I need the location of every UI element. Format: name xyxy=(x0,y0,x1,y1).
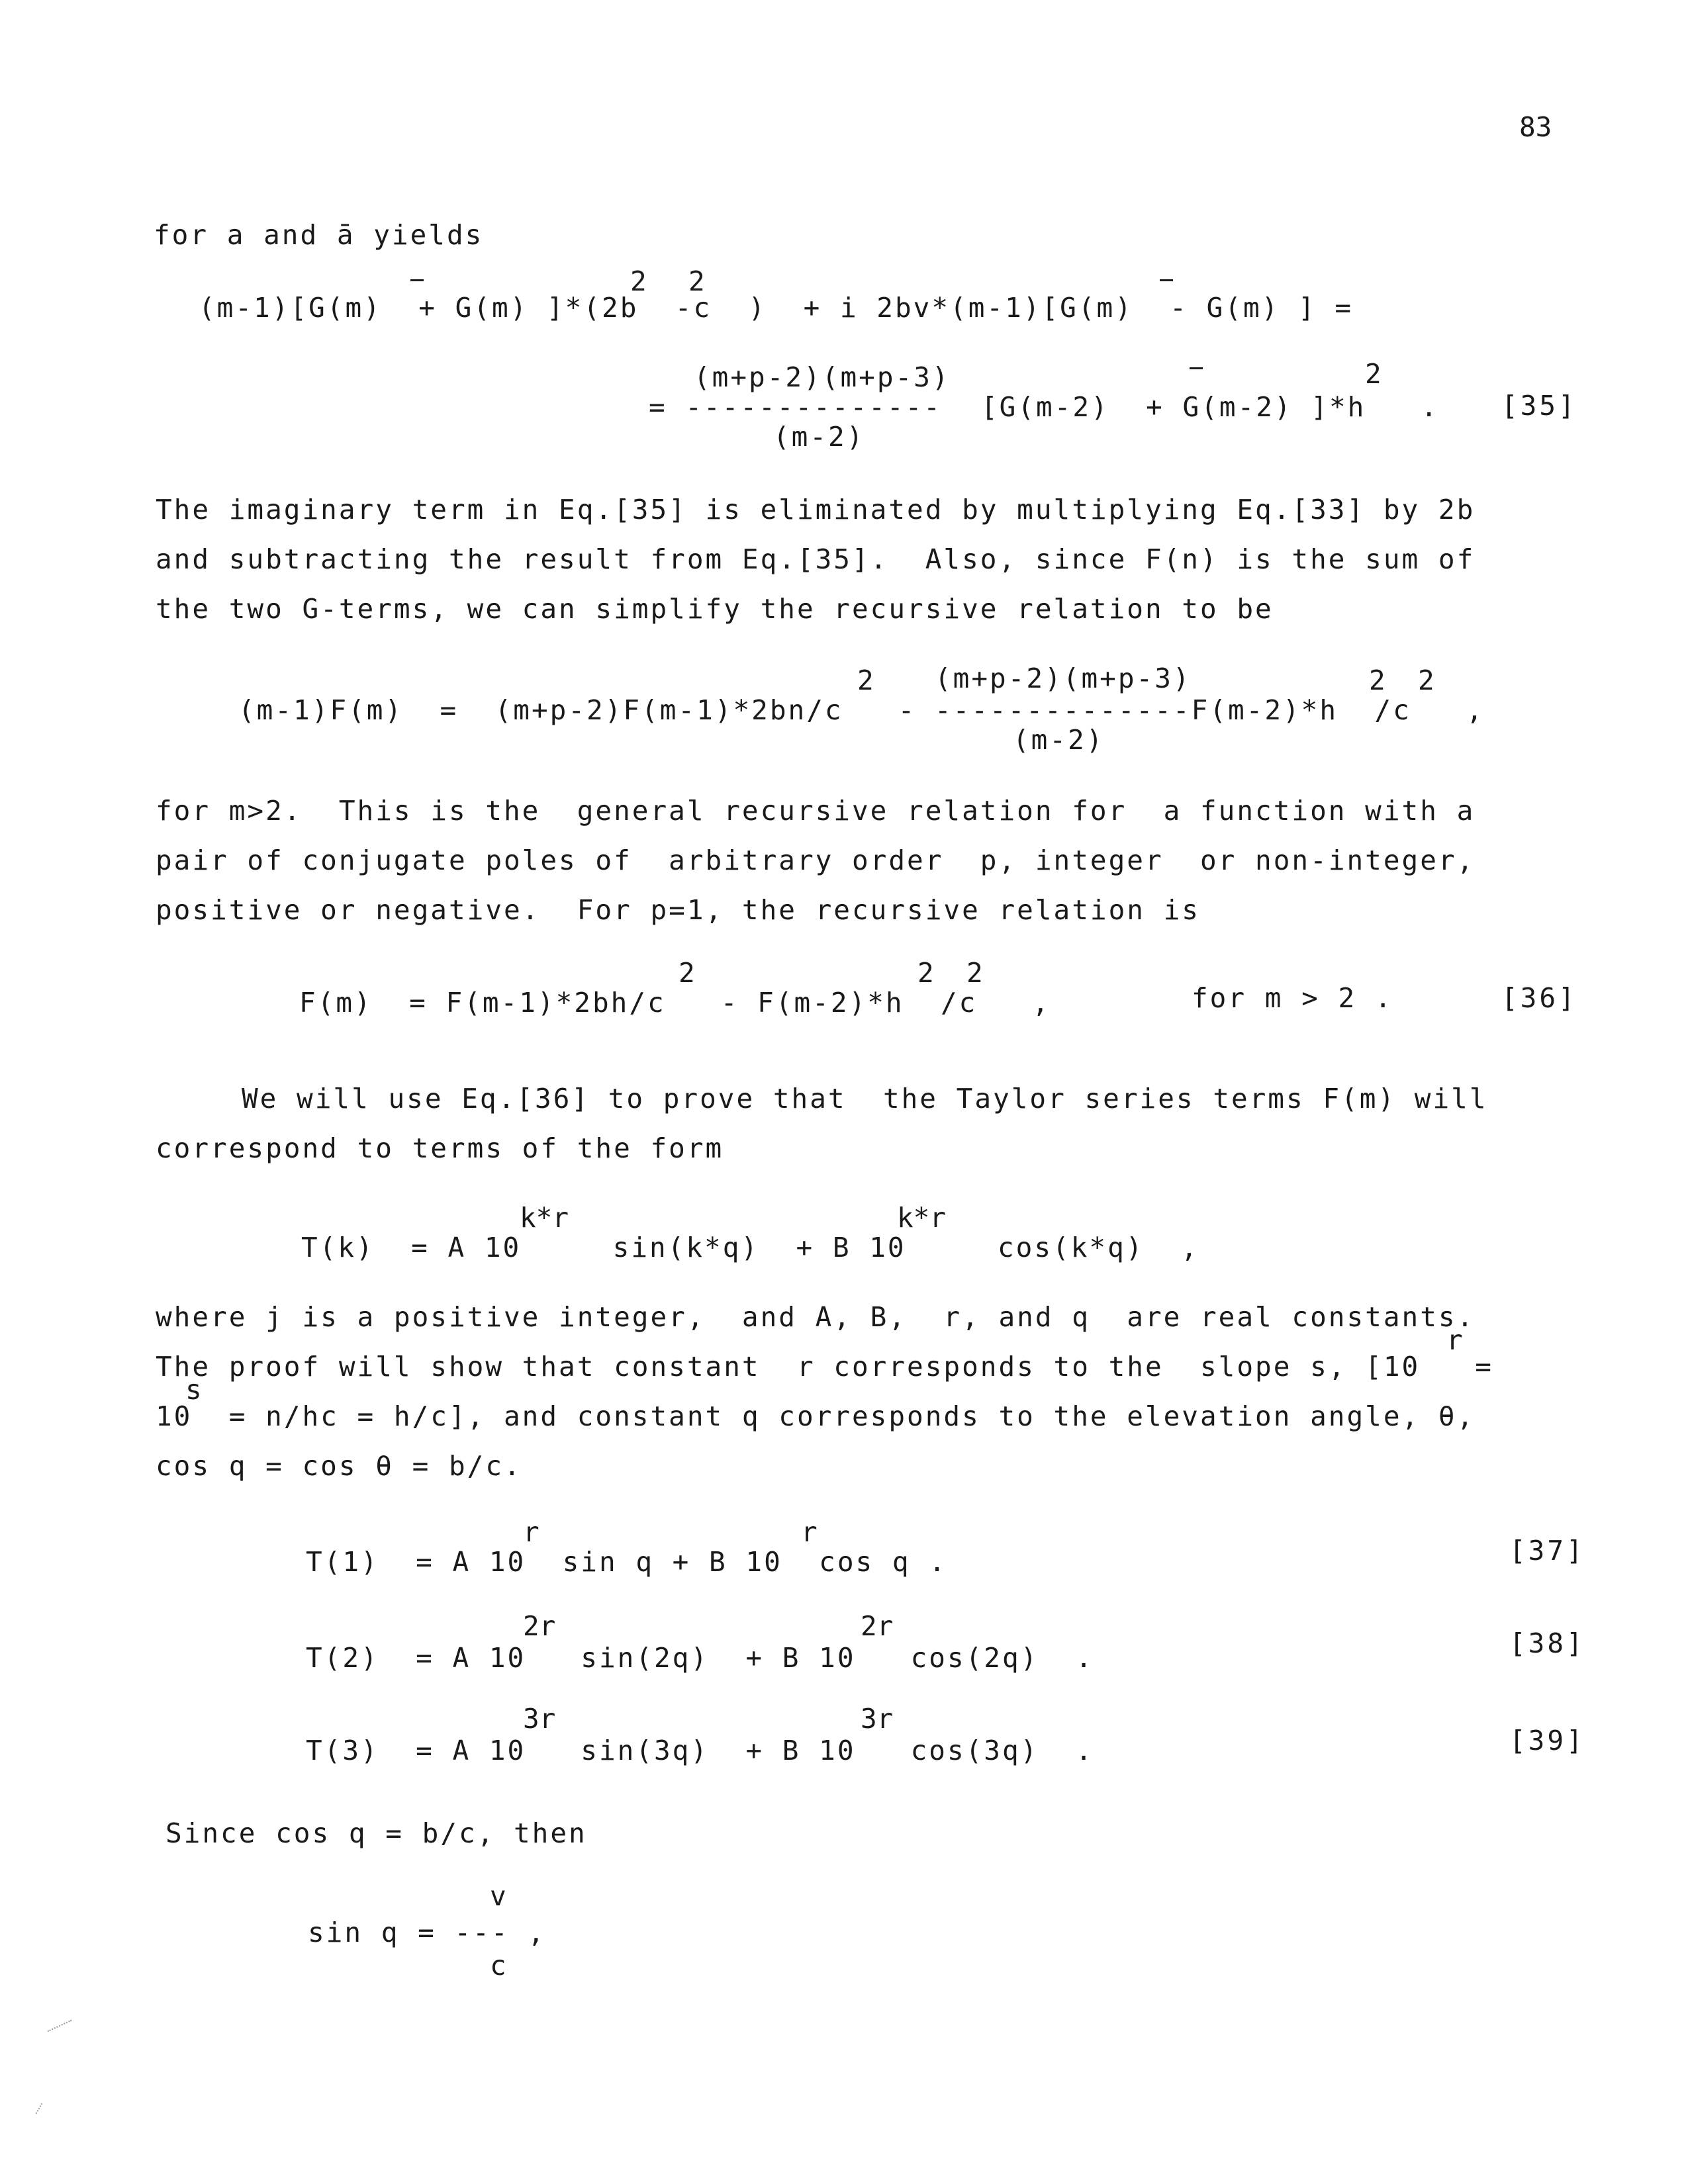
equation-line: T(1) = A 10 sin q + B 10 cos q . xyxy=(306,1546,947,1578)
superscript: 2 xyxy=(688,265,705,297)
equation-line: T(3) = A 10 sin(3q) + B 10 cos(3q) . xyxy=(306,1735,1094,1766)
superscript: 2r xyxy=(523,1610,556,1642)
equation-line: T(2) = A 10 sin(2q) + B 10 cos(2q) . xyxy=(306,1642,1094,1674)
text-line: cos q = cos θ = b/c. xyxy=(156,1450,522,1482)
text-line: We will use Eq.[36] to prove that the Taylor series terms F(m) will xyxy=(242,1083,1488,1115)
superscript: 2 2 xyxy=(917,957,983,989)
superscript: k*r xyxy=(520,1202,569,1234)
equation-line: sin q = --- , xyxy=(308,1917,546,1948)
superscript: 2r xyxy=(861,1610,894,1642)
equation-number: [38] xyxy=(1509,1627,1585,1659)
superscript: r xyxy=(523,1516,539,1548)
superscript: 3r xyxy=(861,1703,894,1735)
text-line: The proof will show that constant r corresponds to the slope s, [10 = xyxy=(156,1351,1493,1383)
conjugate-bar xyxy=(410,279,424,281)
scan-mark xyxy=(47,2020,71,2032)
fraction-numerator: (m+p-2)(m+p-3) xyxy=(694,361,951,393)
text-line: Since cos q = b/c, then xyxy=(165,1817,587,1849)
text-line: and subtracting the result from Eq.[35]. Also, since F(n) is the sum of xyxy=(156,543,1476,575)
text-line: 10 = n/hc = h/c], and constant q corresponds to the elevation angle, θ, xyxy=(156,1400,1476,1432)
equation-line: F(m) = F(m-1)*2bh/c - F(m-2)*h /c , xyxy=(299,987,1051,1019)
scan-mark xyxy=(36,2103,43,2115)
equation-number: [36] xyxy=(1501,982,1577,1014)
conjugate-bar xyxy=(1160,279,1173,281)
conjugate-bar xyxy=(1190,367,1203,369)
text-line: the two G-terms, we can simplify the recursive relation to be xyxy=(156,593,1274,625)
text-line: where j is a positive integer, and A, B, r, and q are real constants. xyxy=(156,1301,1476,1333)
equation-line: (m-1)[G(m) + G(m) ]*(2b -c ) + i 2bv*(m-1)[G(m) - G(m) ] = xyxy=(199,292,1354,324)
equation-line: (m-1)F(m) = (m+p-2)F(m-1)*2bn/c - xyxy=(238,694,917,726)
superscript: k*r xyxy=(897,1202,947,1234)
superscript: 3r xyxy=(523,1703,556,1735)
text-line: pair of conjugate poles of arbitrary order p, integer or non-integer, xyxy=(156,844,1476,876)
equation-condition: for m > 2 . xyxy=(1192,982,1393,1014)
fraction-denominator: c xyxy=(490,1950,508,1981)
superscript: 2 xyxy=(630,265,647,297)
equation-number: [37] xyxy=(1509,1535,1585,1567)
superscript: 2 xyxy=(857,664,874,696)
equation-line: T(k) = A 10 sin(k*q) + B 10 cos(k*q) , xyxy=(301,1232,1199,1263)
fraction-numerator: (m+p-2)(m+p-3) xyxy=(935,662,1192,694)
text-line: correspond to terms of the form xyxy=(156,1132,724,1164)
page-number: 83 xyxy=(1519,111,1552,143)
fraction-rule: --------------F(m-2)*h /c , xyxy=(935,694,1485,726)
superscript: r xyxy=(801,1516,818,1548)
text-line: The imaginary term in Eq.[35] is eliminated by multiplying Eq.[33] by 2b xyxy=(156,494,1476,525)
equation-number: [35] xyxy=(1501,390,1577,422)
superscript: r xyxy=(1446,1324,1463,1356)
text-line: positive or negative. For p=1, the recursive relation is xyxy=(156,894,1200,926)
superscript: 2 2 xyxy=(1369,664,1434,696)
text-line: for a and ā yields xyxy=(154,219,484,251)
fraction-denominator: (m-2) xyxy=(773,421,865,453)
text-line: for m>2. This is the general recursive relation for a function with a xyxy=(156,795,1476,827)
superscript: 2 xyxy=(1365,358,1382,390)
equation-number: [39] xyxy=(1509,1725,1585,1756)
fraction-denominator: (m-2) xyxy=(1013,724,1105,756)
fraction-numerator: v xyxy=(490,1880,508,1912)
fraction-rule: = -------------- xyxy=(649,391,942,423)
superscript: s xyxy=(185,1374,202,1406)
superscript: 2 xyxy=(679,957,695,989)
equation-line: [G(m-2) + G(m-2) ]*h . xyxy=(981,391,1440,423)
